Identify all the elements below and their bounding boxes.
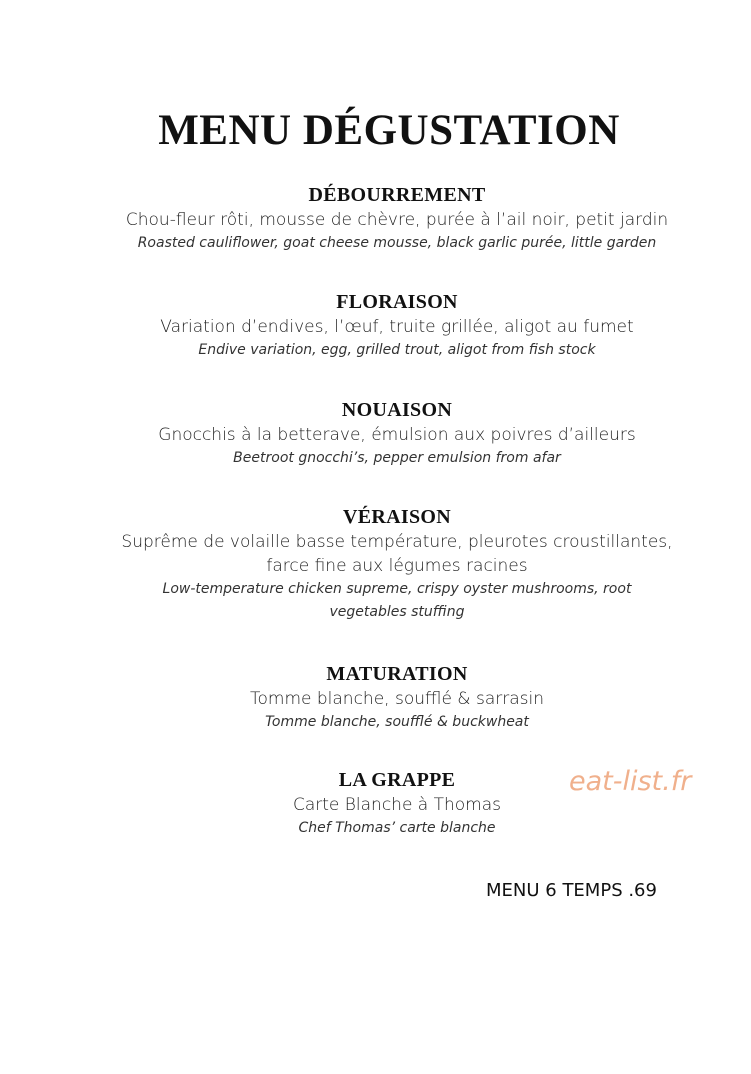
course-description-en: Roasted cauliflower, goat cheese mousse, black garlic purée, little garden xyxy=(137,235,657,251)
course-description-en: Low-temperature chicken supreme, crispy oyster mushrooms, root xyxy=(162,581,632,597)
course-name: LA GRAPPE xyxy=(338,769,456,791)
course-nouaison xyxy=(0,397,751,470)
course-name: MATURATION xyxy=(326,663,468,685)
course-description-en: Endive variation, egg, grilled trout, aligot from fish stock xyxy=(198,342,596,358)
course-name: NOUAISON xyxy=(341,399,453,421)
course-name: VÉRAISON xyxy=(343,506,451,528)
course-veraison xyxy=(0,504,751,624)
course-floraison xyxy=(0,289,751,362)
course-description-fr: farce fine aux légumes racines xyxy=(266,556,528,576)
course-description-fr: Gnocchis à la betterave, émulsion aux poivres d’ailleurs xyxy=(158,425,636,445)
course-description-fr: Carte Blanche à Thomas xyxy=(292,795,502,815)
course-description-en: Chef Thomas’ carte blanche xyxy=(298,820,496,836)
course-name: FLORAISON xyxy=(336,291,458,313)
course-description-fr: Suprême de volaille basse température, pleurotes croustillantes, xyxy=(121,532,673,552)
watermark: eat-list.fr xyxy=(569,766,692,797)
course-description-fr: Tomme blanche, soufflé & sarrasin xyxy=(250,689,544,709)
menu-title: MENU DÉGUSTATION xyxy=(158,107,620,154)
course-description-en: Beetroot gnocchi’s, pepper emulsion from afar xyxy=(233,450,561,466)
menu-price: MENU 6 TEMPS .69 xyxy=(486,880,657,901)
course-description-en: Tomme blanche, soufflé & buckwheat xyxy=(265,714,529,730)
course-maturation xyxy=(0,661,751,734)
course-description-fr: Chou-fleur rôti, mousse de chèvre, purée à l’ail noir, petit jardin xyxy=(125,210,669,230)
course-debourrement xyxy=(0,182,751,255)
course-description-fr: Variation d’endives, l’œuf, truite grillée, aligot au fumet xyxy=(160,317,634,337)
course-description-en: vegetables stuffing xyxy=(329,604,465,620)
course-name: DÉBOURREMENT xyxy=(308,184,486,206)
